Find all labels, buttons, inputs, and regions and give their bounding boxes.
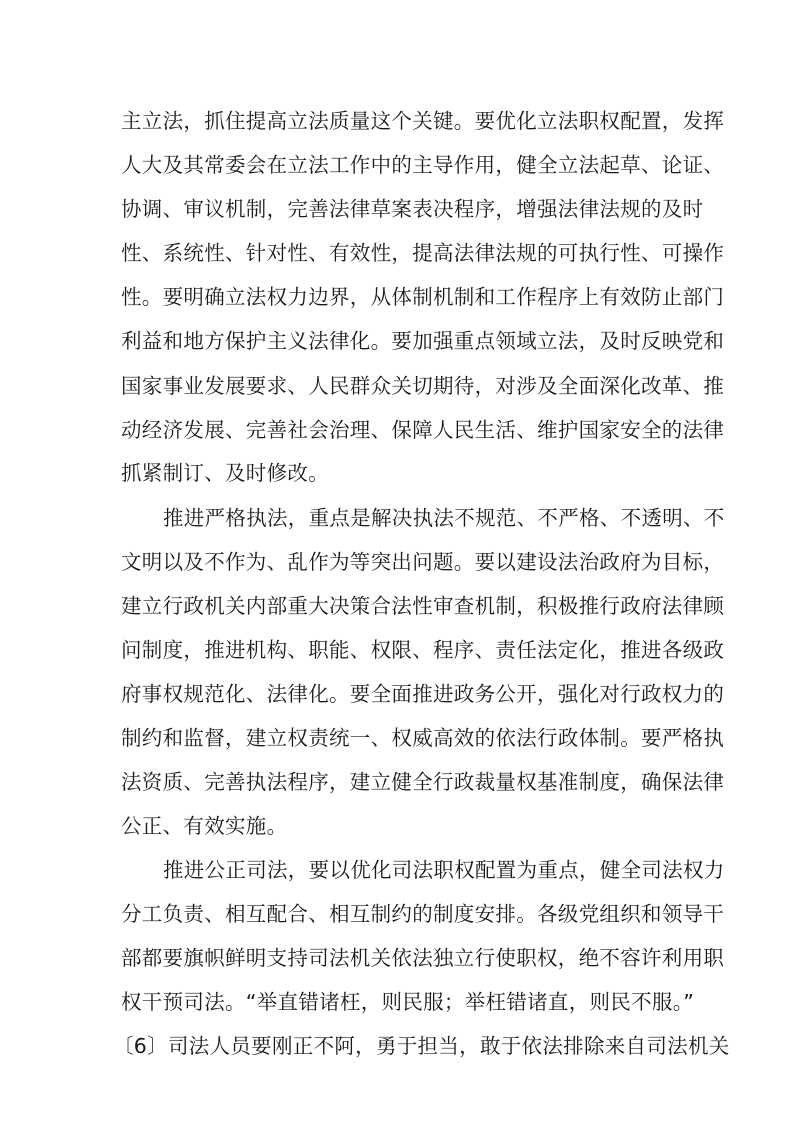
text-line: 权干预司法。“举直错诸枉，则民服；举枉错诸直，则民不服。”	[121, 990, 695, 1014]
text-line: 性、系统性、针对性、有效性，提高法律法规的可执行性、可操作	[121, 241, 725, 265]
text-line: 问制度，推进机构、职能、权限、程序、责任法定化，推进各级政	[121, 638, 725, 662]
text-line: 〔6〕司法人员要刚正不阿，勇于担当，敢于依法排除来自司法机关	[113, 1034, 730, 1058]
text-line: 主立法，抓住提高立法质量这个关键。要优化立法职权配置，发挥	[121, 109, 725, 133]
text-line: 制约和监督，建立权责统一、权威高效的依法行政体制。要严格执	[121, 726, 725, 750]
text-line: 国家事业发展要求、人民群众关切期待，对涉及全面深化改革、推	[121, 374, 725, 398]
text-line: 利益和地方保护主义法律化。要加强重点领域立法，及时反映党和	[121, 329, 725, 353]
paragraph-first-line: 推进严格执法，重点是解决执法不规范、不严格、不透明、不	[163, 506, 725, 530]
text-line: 分工负责、相互配合、相互制约的制度安排。各级党组织和领导干	[121, 902, 725, 926]
text-line: 建立行政机关内部重大决策合法性审查机制，积极推行政府法律顾	[121, 594, 725, 618]
text-line: 抓紧制订、及时修改。	[121, 461, 329, 485]
text-line: 协调、审议机制，完善法律草案表决程序，增强法律法规的及时	[121, 197, 704, 221]
text-line: 性。要明确立法权力边界，从体制机制和工作程序上有效防止部门	[121, 285, 725, 309]
text-line: 动经济发展、完善社会治理、保障人民生活、维护国家安全的法律	[121, 418, 725, 442]
text-line: 文明以及不作为、乱作为等突出问题。要以建设法治政府为目标，	[121, 550, 725, 574]
text-line: 公正、有效实施。	[121, 814, 288, 838]
text-line: 部都要旗帜鲜明支持司法机关依法独立行使职权，绝不容许利用职	[121, 946, 725, 970]
paragraph-first-line: 推进公正司法，要以优化司法职权配置为重点，健全司法权力	[163, 858, 725, 882]
text-line: 人大及其常委会在立法工作中的主导作用，健全立法起草、论证、	[121, 153, 725, 177]
text-line: 法资质、完善执法程序，建立健全行政裁量权基准制度，确保法律	[121, 770, 725, 794]
text-line: 府事权规范化、法律化。要全面推进政务公开，强化对行政权力的	[121, 682, 725, 706]
